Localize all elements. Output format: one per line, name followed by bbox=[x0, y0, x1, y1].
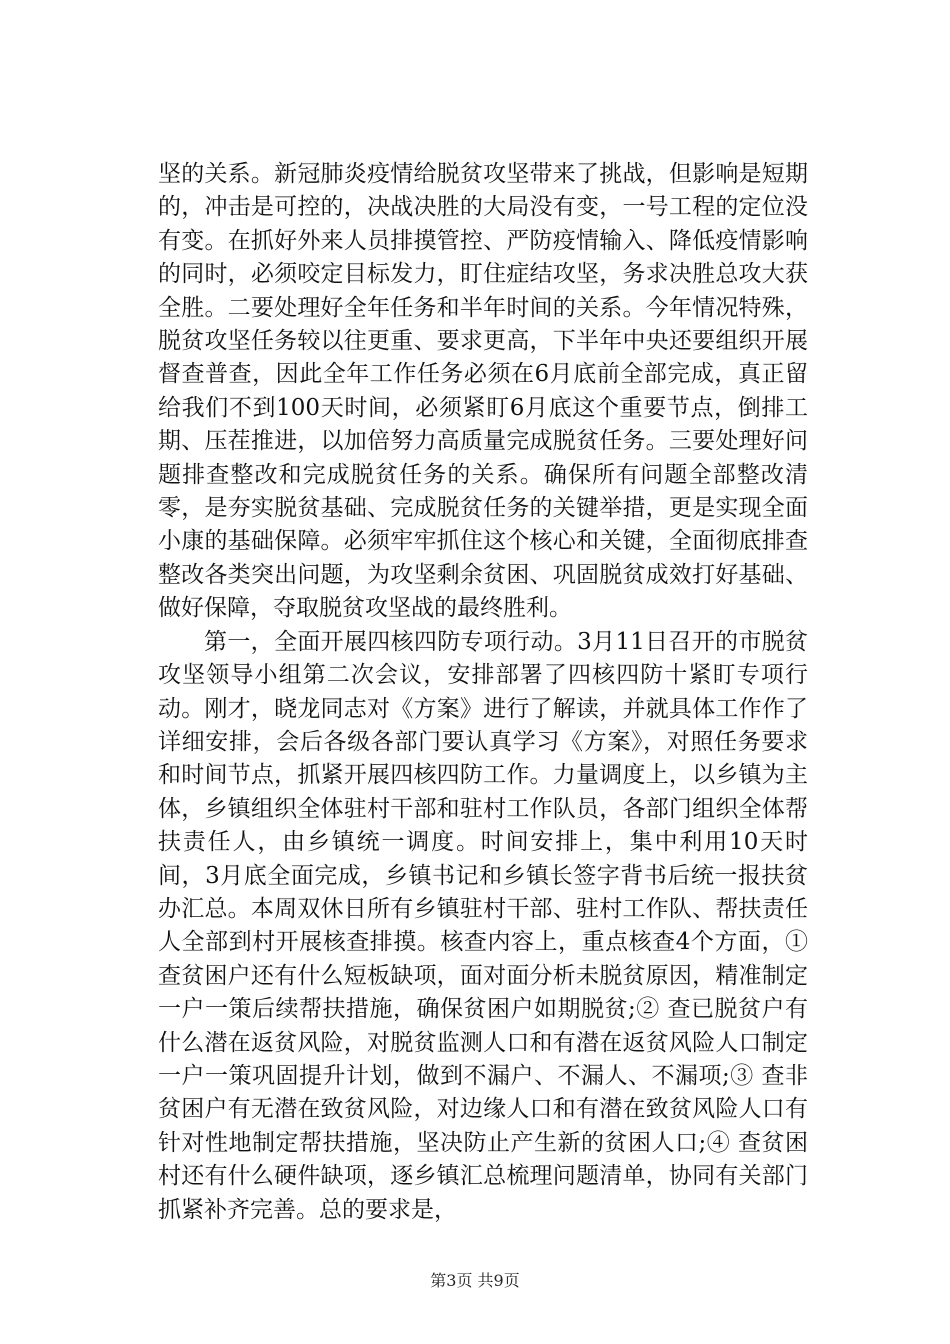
page-footer bbox=[0, 1268, 950, 1291]
page-number: 第3页 共9页 bbox=[430, 1271, 520, 1290]
paragraph-1: 坚的关系。新冠肺炎疫情给脱贫攻坚带来了挑战，但影响是短期的，冲击是可控的，决战决胜的大局没有变，一号工程的定位没有变。在抓好外来人员排摸管控、严防疫情输入、降低疫情影响的同时，必须咬定目标发力，盯住症结攻坚，务求决胜总攻大获全胜。二要处理好全年任务和半年时间的关系。今年情况特殊，脱贫攻坚任务较以往更重、要求更高，下半年中央还要组织开展督查普查，因此全年工作任务必须在6月底前全部完成，真正留给我们不到100天时间，必须紧盯6月底这个重要节点，倒排工期、压茬推进，以加倍努力高质量完成脱贫任务。三要处理好问题排查整改和完成脱贫任务的关系。确保所有问题全部整改清零，是夯实脱贫基础、完成脱贫任务的关键举措，更是实现全面小康的基础保障。必须牢牢抓住这个核心和关键，全面彻底排查整改各类突出问题，为攻坚剩余贫困、巩固脱贫成效打好基础、做好保障，夺取脱贫攻坚战的最终胜利。 bbox=[158, 161, 808, 622]
document-body bbox=[158, 158, 808, 1227]
paragraph-2: 第一，全面开展四核四防专项行动。3月11日召开的市脱贫攻坚领导小组第二次会议，安排部署了四核四防十紧盯专项行动。刚才，晓龙同志对《方案》进行了解读，并就具体工作作了详细安排，会后各级各部门要认真学习《方案》，对照任务要求和时间节点，抓紧开展四核四防工作。力量调度上，以乡镇为主体，乡镇组织全体驻村干部和驻村工作队员，各部门组织全体帮扶责任人，由乡镇统一调度。时间安排上，集中利用10天时间，3月底全面完成，乡镇书记和乡镇长签字背书后统一报扶贫办汇总。本周双休日所有乡镇驻村干部、驻村工作队、帮扶责任人全部到村开展核查排摸。核查内容上，重点核查4个方面，①查贫困户还有什么短板缺项，面对面分析未脱贫原因，精准制定一户一策后续帮扶措施，确保贫困户如期脱贫;② 查已脱贫户有什么潜在返贫风险，对脱贫监测人口和有潜在返贫风险人口制定一户一策巩固提升计划，做到不漏户、不漏人、不漏项;③ 查非贫困户有无潜在致贫风险，对边缘人口和有潜在致贫风险人口有针对性地制定帮扶措施，坚决防止产生新的贫困人口;④ 查贫困村还有什么硬件缺项，逐乡镇汇总梳理问题清单，协同有关部门抓紧补齐完善。总的要求是， bbox=[158, 628, 808, 1223]
